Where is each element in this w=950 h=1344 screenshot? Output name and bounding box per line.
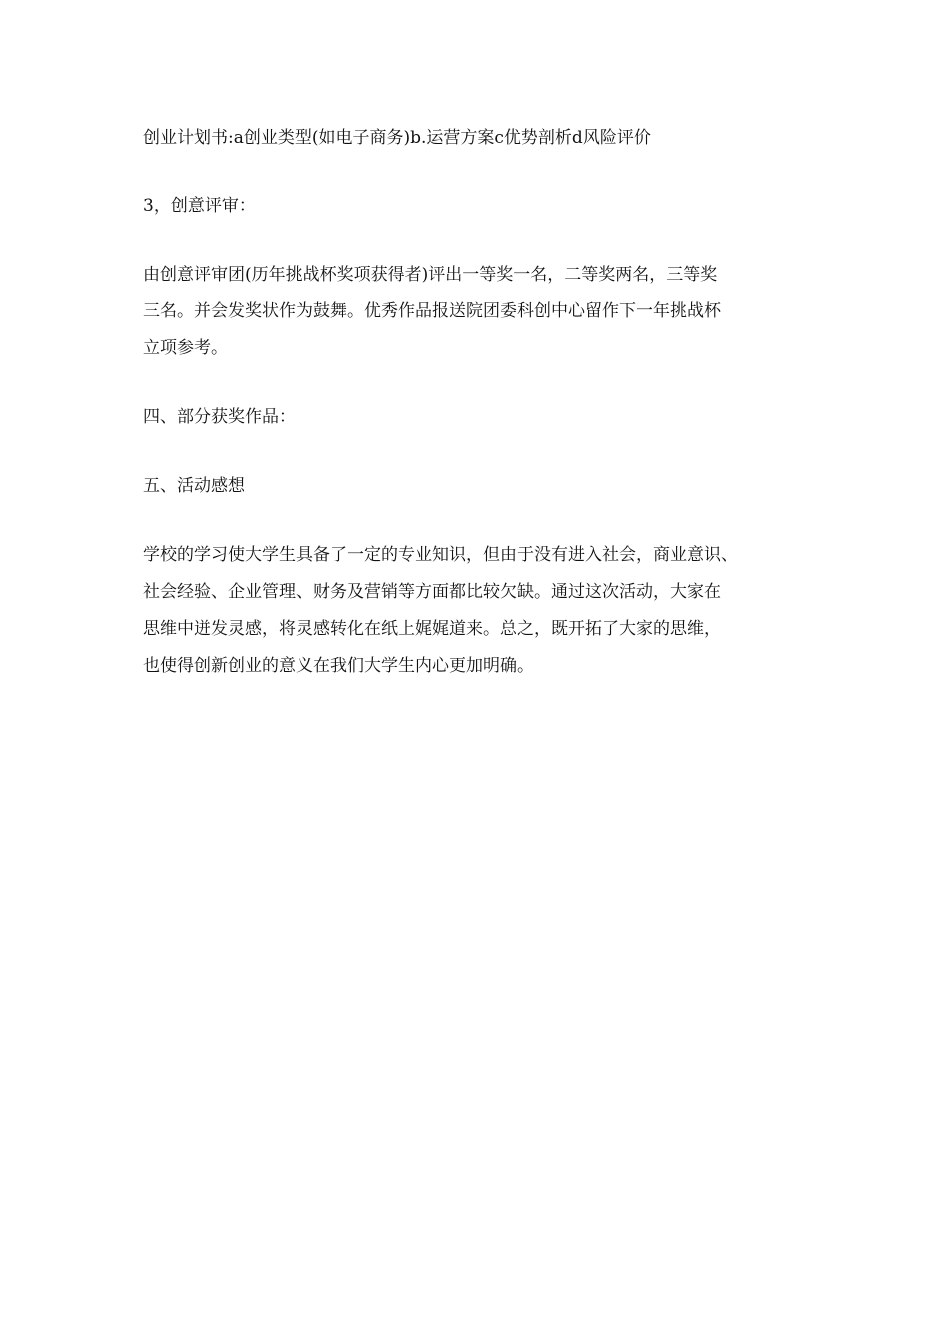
reflection-paragraph-line-3: 思维中迸发灵感，将灵感转化在纸上娓娓道来。总之，既开拓了大家的思维，: [143, 619, 721, 639]
reflection-paragraph-line-4: 也使得创新创业的意义在我们大学生内心更加明确。: [143, 656, 534, 676]
review-paragraph-line-2: 三名。并会发奖状作为鼓舞。优秀作品报送院团委科创中心留作下一年挑战杯: [143, 301, 721, 321]
section-heading-review: 3，创意评审：: [143, 196, 256, 216]
plan-items-line: 创业计划书:a创业类型(如电子商务)b.运营方案c优势剖析d风险评价: [143, 128, 651, 148]
reflection-paragraph-line-1: 学校的学习使大学生具备了一定的专业知识，但由于没有进入社会，商业意识、: [143, 545, 738, 565]
reflection-paragraph-line-2: 社会经验、企业管理、财务及营销等方面都比较欠缺。通过这次活动，大家在: [143, 582, 721, 602]
review-paragraph-line-1: 由创意评审团(历年挑战杯奖项获得者)评出一等奖一名，二等奖两名，三等奖: [143, 265, 718, 285]
section-heading-works: 四、部分获奖作品：: [143, 407, 296, 427]
review-paragraph-line-3: 立项参考。: [143, 338, 228, 358]
section-heading-reflection: 五、活动感想: [143, 476, 245, 496]
